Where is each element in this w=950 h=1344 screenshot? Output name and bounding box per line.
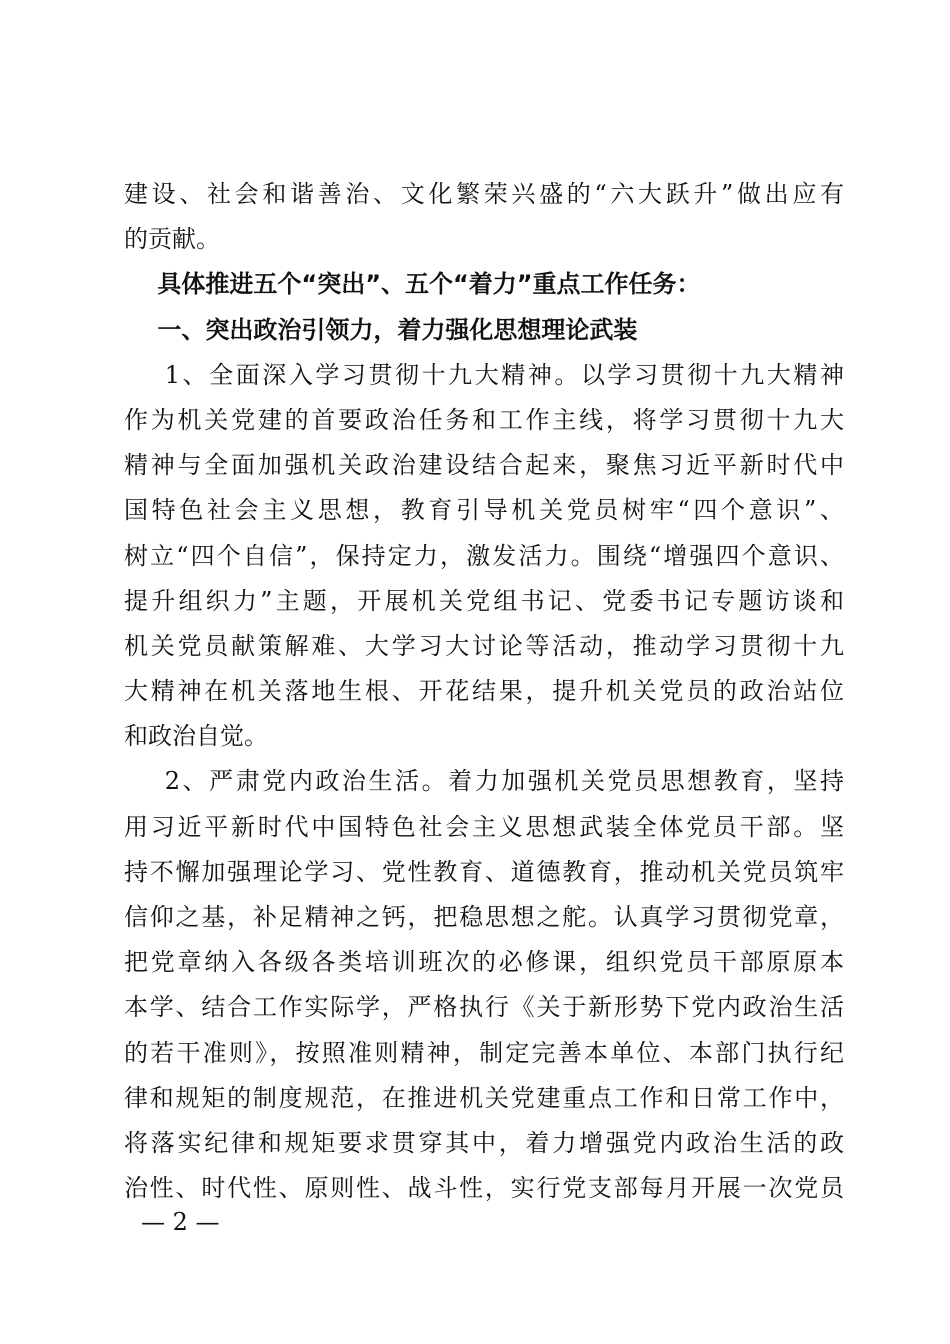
text-line: 律和规矩的制度规范，在推进机关党建重点工作和日常工作中，: [124, 1083, 844, 1112]
text-line: 1、全面深入学习贯彻十九大精神。以学习贯彻十九大精神: [124, 360, 844, 389]
page-number: — 2 —: [141, 1208, 220, 1236]
text-line: 作为机关党建的首要政治任务和工作主线，将学习贯彻十九大: [124, 405, 844, 434]
text-line: 和政治自觉。: [124, 722, 268, 751]
text-line: 国特色社会主义思想，教育引导机关党员树牢“四个意识”、: [124, 496, 844, 525]
text-line: 将落实纪律和规矩要求贯穿其中，着力增强党内政治生活的政: [124, 1128, 844, 1157]
text-line: 本学、结合工作实际学，严格执行《关于新形势下党内政治生活: [124, 993, 844, 1022]
text-line: 树立“四个自信”，保持定力，激发活力。围绕“增强四个意识、: [124, 541, 844, 570]
text-line: 精神与全面加强机关政治建设结合起来，聚焦习近平新时代中: [124, 451, 844, 480]
text-line: 治性、时代性、原则性、战斗性，实行党支部每月开展一次党员: [124, 1174, 844, 1203]
text-line: 的贡献。: [124, 225, 220, 254]
heading-line: 具体推进五个“突出”、五个“着力”重点工作任务：: [124, 270, 701, 299]
text-line: 建设、社会和谐善治、文化繁荣兴盛的“六大跃升”做出应有: [124, 180, 844, 208]
text-line: 持不懈加强理论学习、党性教育、道德教育，推动机关党员筑牢: [124, 857, 844, 886]
text-line: 信仰之基，补足精神之钙，把稳思想之舵。认真学习贯彻党章，: [124, 903, 844, 931]
body-text: [124, 172, 844, 1211]
text-line: 机关党员献策解难、大学习大讨论等活动，推动学习贯彻十九: [124, 631, 844, 660]
heading-line: 一、突出政治引领力，着力强化思想理论武装: [124, 315, 638, 344]
text-line: 2、严肃党内政治生活。着力加强机关党员思想教育，坚持: [124, 767, 844, 796]
text-line: 提升组织力”主题，开展机关党组书记、党委书记专题访谈和: [124, 586, 844, 615]
text-line: 把党章纳入各级各类培训班次的必修课，组织党员干部原原本: [124, 948, 844, 977]
text-line: 大精神在机关落地生根、开花结果，提升机关党员的政治站位: [124, 677, 844, 706]
text-line: 的若干准则》，按照准则精神，制定完善本单位、本部门执行纪: [124, 1038, 844, 1067]
text-line: 用习近平新时代中国特色社会主义思想武装全体党员干部。坚: [124, 812, 844, 841]
